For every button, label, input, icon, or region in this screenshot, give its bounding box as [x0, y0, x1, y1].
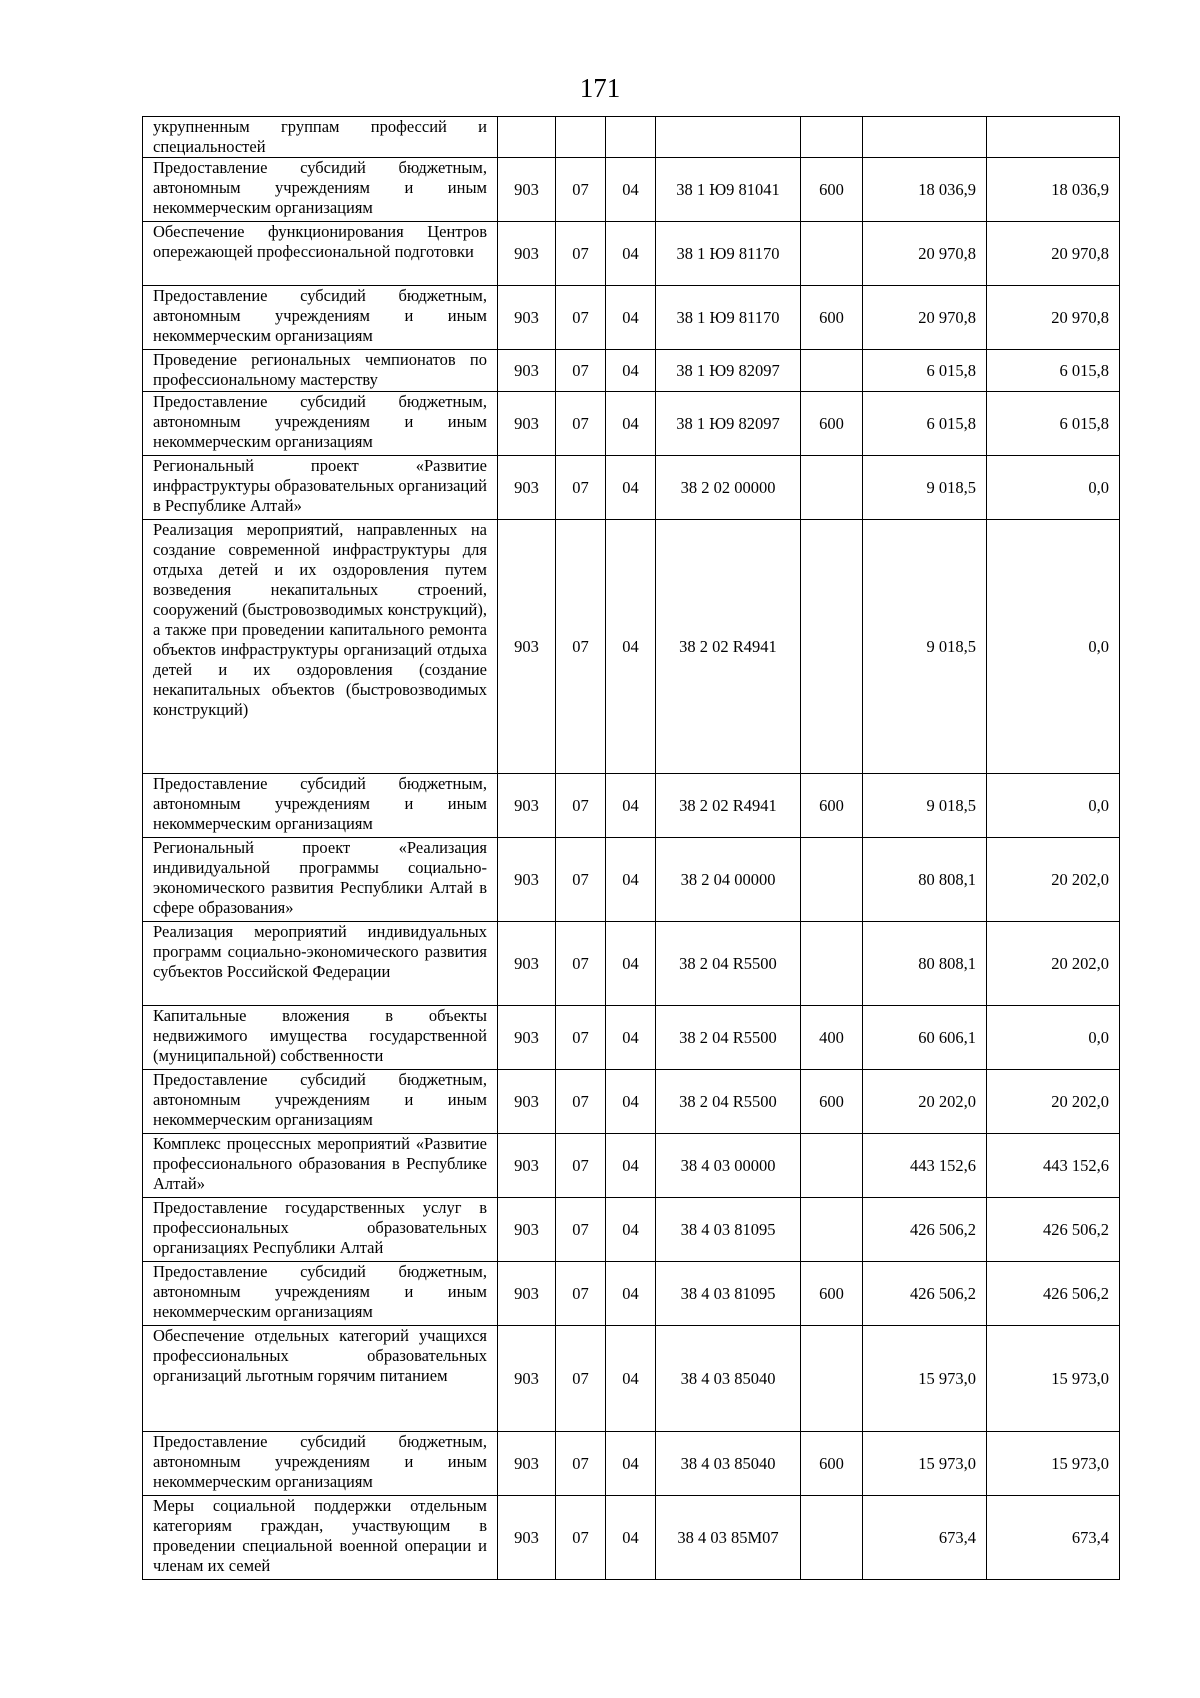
- budget-table: [142, 116, 1120, 1580]
- row-subsection: 04: [606, 1262, 656, 1326]
- row-expense-type: [801, 350, 863, 392]
- row-sum-year1: 18 036,9: [863, 158, 987, 222]
- row-sum-year2: 673,4: [987, 1496, 1120, 1580]
- row-section: [556, 117, 606, 158]
- row-sum-year1: 6 015,8: [863, 350, 987, 392]
- row-name: Обеспечение отдельных категорий учащихся профессиональных образовательных организаций льготным горячим питанием: [143, 1326, 498, 1432]
- row-sum-year1: 15 973,0: [863, 1326, 987, 1432]
- row-sum-year1: 426 506,2: [863, 1198, 987, 1262]
- row-admin-code: 903: [498, 520, 556, 774]
- row-target-article: 38 1 Ю9 81170: [656, 222, 801, 286]
- table-row: [143, 456, 1120, 520]
- row-admin-code: 903: [498, 922, 556, 1006]
- row-subsection: 04: [606, 1006, 656, 1070]
- row-sum-year2: 18 036,9: [987, 158, 1120, 222]
- row-expense-type: 600: [801, 1070, 863, 1134]
- row-admin-code: 903: [498, 838, 556, 922]
- row-sum-year2: 20 970,8: [987, 286, 1120, 350]
- row-name: Обеспечение функционирования Центров опережающей профессиональной подготовки: [143, 222, 498, 286]
- row-sum-year2: 20 202,0: [987, 922, 1120, 1006]
- row-subsection: 04: [606, 838, 656, 922]
- row-sum-year1: 673,4: [863, 1496, 987, 1580]
- table-row: [143, 1326, 1120, 1432]
- row-target-article: 38 1 Ю9 81041: [656, 158, 801, 222]
- table-row: [143, 286, 1120, 350]
- page-number: 171: [579, 73, 621, 103]
- row-sum-year2: 0,0: [987, 774, 1120, 838]
- row-sum-year2: 20 970,8: [987, 222, 1120, 286]
- row-expense-type: [801, 1326, 863, 1432]
- row-target-article: 38 1 Ю9 82097: [656, 392, 801, 456]
- row-target-article: 38 2 02 00000: [656, 456, 801, 520]
- table-row: [143, 1134, 1120, 1198]
- row-sum-year2: 443 152,6: [987, 1134, 1120, 1198]
- table-row: [143, 838, 1120, 922]
- row-target-article: 38 2 04 R5500: [656, 922, 801, 1006]
- row-admin-code: 903: [498, 1326, 556, 1432]
- row-admin-code: 903: [498, 158, 556, 222]
- row-section: 07: [556, 774, 606, 838]
- row-subsection: 04: [606, 158, 656, 222]
- row-target-article: 38 2 04 R5500: [656, 1070, 801, 1134]
- row-target-article: 38 2 02 R4941: [656, 774, 801, 838]
- row-section: 07: [556, 1496, 606, 1580]
- row-expense-type: 600: [801, 392, 863, 456]
- row-admin-code: 903: [498, 1262, 556, 1326]
- row-sum-year1: 20 970,8: [863, 286, 987, 350]
- row-admin-code: 903: [498, 774, 556, 838]
- row-name: Реализация мероприятий индивидуальных программ социально-экономического развития субъектов Российской Федерации: [143, 922, 498, 1006]
- table-row: [143, 1198, 1120, 1262]
- row-section: 07: [556, 1134, 606, 1198]
- row-subsection: 04: [606, 922, 656, 1006]
- row-sum-year1: 6 015,8: [863, 392, 987, 456]
- row-target-article: 38 2 02 R4941: [656, 520, 801, 774]
- row-admin-code: 903: [498, 1070, 556, 1134]
- row-subsection: 04: [606, 1326, 656, 1432]
- row-subsection: 04: [606, 1070, 656, 1134]
- table-row: [143, 158, 1120, 222]
- row-section: 07: [556, 922, 606, 1006]
- table-row: [143, 350, 1120, 392]
- row-sum-year1: 80 808,1: [863, 922, 987, 1006]
- row-sum-year1: 80 808,1: [863, 838, 987, 922]
- table-row: [143, 774, 1120, 838]
- table-row: [143, 392, 1120, 456]
- row-section: 07: [556, 1006, 606, 1070]
- row-expense-type: [801, 456, 863, 520]
- row-sum-year1: 60 606,1: [863, 1006, 987, 1070]
- row-expense-type: [801, 838, 863, 922]
- row-section: 07: [556, 1198, 606, 1262]
- row-name: Региональный проект «Развитие инфраструктуры образовательных организаций в Республике Алтай»: [143, 456, 498, 520]
- row-sum-year1: 9 018,5: [863, 774, 987, 838]
- row-expense-type: 600: [801, 1262, 863, 1326]
- table-row: [143, 1070, 1120, 1134]
- row-sum-year2: 15 973,0: [987, 1432, 1120, 1496]
- row-target-article: 38 1 Ю9 81170: [656, 286, 801, 350]
- row-section: 07: [556, 1262, 606, 1326]
- table-row: [143, 222, 1120, 286]
- row-expense-type: 600: [801, 1432, 863, 1496]
- table-row: [143, 520, 1120, 774]
- row-subsection: 04: [606, 456, 656, 520]
- row-sum-year2: 15 973,0: [987, 1326, 1120, 1432]
- row-expense-type: [801, 1496, 863, 1580]
- row-section: 07: [556, 838, 606, 922]
- table-row: [143, 1432, 1120, 1496]
- row-subsection: 04: [606, 1496, 656, 1580]
- row-expense-type: [801, 117, 863, 158]
- row-admin-code: [498, 117, 556, 158]
- row-expense-type: 400: [801, 1006, 863, 1070]
- row-section: 07: [556, 1326, 606, 1432]
- row-admin-code: 903: [498, 392, 556, 456]
- row-sum-year2: 20 202,0: [987, 838, 1120, 922]
- row-subsection: 04: [606, 520, 656, 774]
- row-name: Региональный проект «Реализация индивидуальной программы социально-экономического развития Республики Алтай в сфере образования»: [143, 838, 498, 922]
- row-target-article: 38 2 04 00000: [656, 838, 801, 922]
- row-name: Комплекс процессных мероприятий «Развитие профессионального образования в Республике Алтай»: [143, 1134, 498, 1198]
- row-name: Предоставление субсидий бюджетным, автономным учреждениям и иным некоммерческим организациям: [143, 1432, 498, 1496]
- row-sum-year2: 6 015,8: [987, 350, 1120, 392]
- row-expense-type: 600: [801, 774, 863, 838]
- row-section: 07: [556, 520, 606, 774]
- row-expense-type: 600: [801, 158, 863, 222]
- row-sum-year1: 20 970,8: [863, 222, 987, 286]
- row-subsection: 04: [606, 1432, 656, 1496]
- row-admin-code: 903: [498, 1006, 556, 1070]
- row-target-article: 38 4 03 85040: [656, 1326, 801, 1432]
- row-sum-year2: 0,0: [987, 456, 1120, 520]
- table-row: [143, 1496, 1120, 1580]
- row-admin-code: 903: [498, 456, 556, 520]
- row-sum-year2: 0,0: [987, 520, 1120, 774]
- row-sum-year2: 0,0: [987, 1006, 1120, 1070]
- row-admin-code: 903: [498, 1198, 556, 1262]
- row-admin-code: 903: [498, 1134, 556, 1198]
- row-name: Предоставление субсидий бюджетным, автономным учреждениям и иным некоммерческим организациям: [143, 1070, 498, 1134]
- row-subsection: 04: [606, 286, 656, 350]
- row-admin-code: 903: [498, 1432, 556, 1496]
- row-subsection: 04: [606, 222, 656, 286]
- row-target-article: 38 2 04 R5500: [656, 1006, 801, 1070]
- row-name: Меры социальной поддержки отдельным категориям граждан, участвующим в проведении специальной военной операции и членам их семей: [143, 1496, 498, 1580]
- row-name: Реализация мероприятий, направленных на создание современной инфраструктуры для отдыха детей и их оздоровления путем возведения некапитальных строений, сооружений (быстровозводимых конструкций), а также при проведении капитального ремонта объектов инфраструктуры организаций отдыха детей и их оздоровления (создание некапитальных объектов (быстровозводимых конструкций): [143, 520, 498, 774]
- row-sum-year2: [987, 117, 1120, 158]
- row-name: Проведение региональных чемпионатов по профессиональному мастерству: [143, 350, 498, 392]
- row-sum-year1: 9 018,5: [863, 520, 987, 774]
- row-admin-code: 903: [498, 350, 556, 392]
- row-sum-year2: 426 506,2: [987, 1262, 1120, 1326]
- row-target-article: 38 1 Ю9 82097: [656, 350, 801, 392]
- row-target-article: [656, 117, 801, 158]
- row-subsection: 04: [606, 774, 656, 838]
- row-sum-year2: 6 015,8: [987, 392, 1120, 456]
- row-name: Предоставление субсидий бюджетным, автономным учреждениям и иным некоммерческим организациям: [143, 392, 498, 456]
- row-expense-type: [801, 222, 863, 286]
- row-expense-type: [801, 1134, 863, 1198]
- row-sum-year1: 443 152,6: [863, 1134, 987, 1198]
- row-section: 07: [556, 286, 606, 350]
- row-section: 07: [556, 1070, 606, 1134]
- row-subsection: 04: [606, 1134, 656, 1198]
- row-expense-type: 600: [801, 286, 863, 350]
- row-subsection: 04: [606, 392, 656, 456]
- row-sum-year2: 426 506,2: [987, 1198, 1120, 1262]
- row-sum-year1: [863, 117, 987, 158]
- row-section: 07: [556, 350, 606, 392]
- row-section: 07: [556, 222, 606, 286]
- row-admin-code: 903: [498, 1496, 556, 1580]
- row-target-article: 38 4 03 85М07: [656, 1496, 801, 1580]
- row-sum-year1: 9 018,5: [863, 456, 987, 520]
- row-section: 07: [556, 1432, 606, 1496]
- row-name: Предоставление субсидий бюджетным, автономным учреждениям и иным некоммерческим организациям: [143, 158, 498, 222]
- row-target-article: 38 4 03 85040: [656, 1432, 801, 1496]
- row-sum-year1: 15 973,0: [863, 1432, 987, 1496]
- row-expense-type: [801, 922, 863, 1006]
- row-name: Предоставление субсидий бюджетным, автономным учреждениям и иным некоммерческим организациям: [143, 1262, 498, 1326]
- table-row: [143, 1262, 1120, 1326]
- row-subsection: 04: [606, 1198, 656, 1262]
- row-name: Предоставление государственных услуг в профессиональных образовательных организациях Республики Алтай: [143, 1198, 498, 1262]
- row-target-article: 38 4 03 81095: [656, 1262, 801, 1326]
- row-section: 07: [556, 456, 606, 520]
- row-expense-type: [801, 520, 863, 774]
- row-section: 07: [556, 392, 606, 456]
- row-sum-year2: 20 202,0: [987, 1070, 1120, 1134]
- row-sum-year1: 20 202,0: [863, 1070, 987, 1134]
- row-expense-type: [801, 1198, 863, 1262]
- row-section: 07: [556, 158, 606, 222]
- row-name: Предоставление субсидий бюджетным, автономным учреждениям и иным некоммерческим организациям: [143, 774, 498, 838]
- row-name: укрупненным группам профессий и специальностей: [143, 117, 498, 158]
- table-row: [143, 922, 1120, 1006]
- row-name: Капитальные вложения в объекты недвижимого имущества государственной (муниципальной) собственности: [143, 1006, 498, 1070]
- row-admin-code: 903: [498, 286, 556, 350]
- row-target-article: 38 4 03 81095: [656, 1198, 801, 1262]
- row-admin-code: 903: [498, 222, 556, 286]
- row-target-article: 38 4 03 00000: [656, 1134, 801, 1198]
- row-sum-year1: 426 506,2: [863, 1262, 987, 1326]
- table-row: [143, 1006, 1120, 1070]
- row-name: Предоставление субсидий бюджетным, автономным учреждениям и иным некоммерческим организациям: [143, 286, 498, 350]
- row-subsection: 04: [606, 350, 656, 392]
- table-row: [143, 117, 1120, 158]
- row-subsection: [606, 117, 656, 158]
